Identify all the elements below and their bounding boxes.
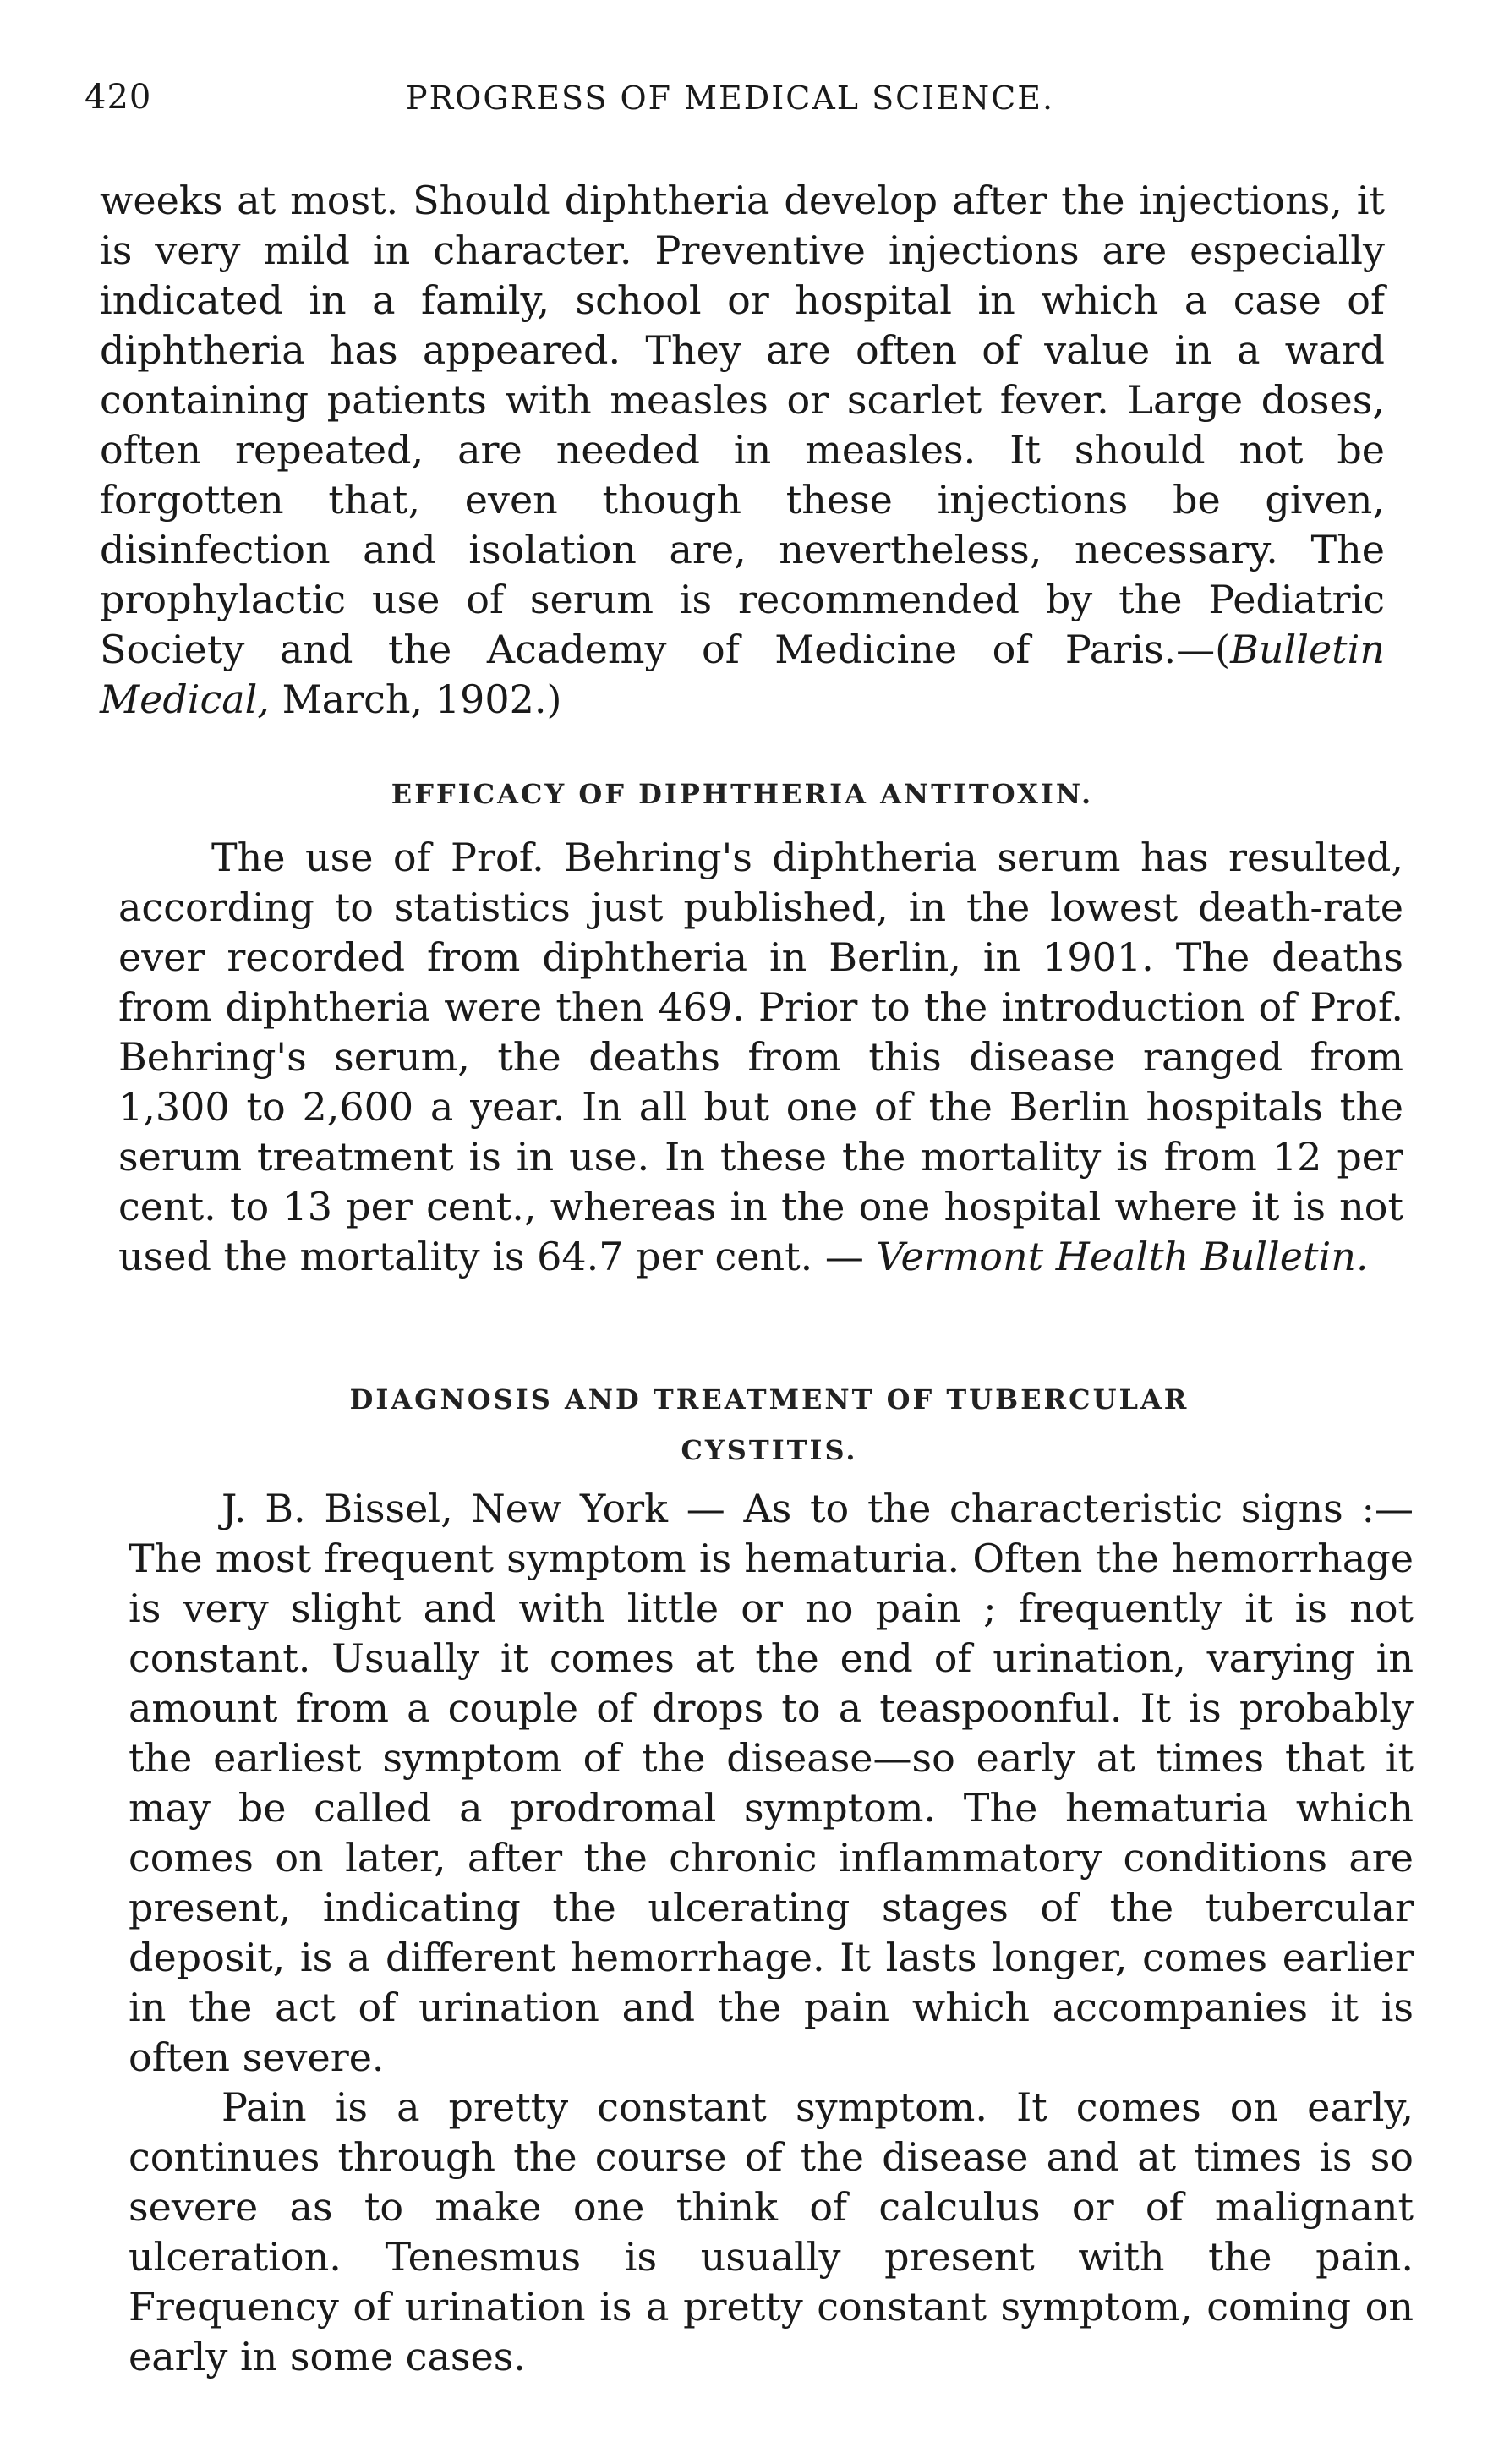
cystitis-paragraph-1: J. B. Bissel, New York — As to the characteristic signs :—The most frequent symptom is hematuria. Often the hemorrhage is very slight and with little or no pain ; frequently it is not constant. Usually it comes at the end of urination, varying in amount from a couple of drops to a teaspoonful. It is probably the earliest symptom of the disease—so early at times that it may be called a prodromal symptom. The hematuria which comes on later, after the chronic inflammatory conditions are present, indicating the ulcerating stages of the tubercular deposit, is a different hemorrhage. It lasts longer, comes earlier in the act of urination and the pain which accompanies it is often severe. (129, 1486, 1414, 2080)
running-title: PROGRESS OF MEDICAL SCIENCE. (406, 79, 1055, 117)
section-heading-cystitis (169, 1374, 1370, 1476)
citation-open: ( (1215, 627, 1231, 672)
cystitis-paragraph-2: Pain is a pretty constant symptom. It comes on early, continues through the course of the disease and at times is so severe as to make one think of calculus or of malignant ulceration. Tenesmus is usually present with the pain. Frequency of urination is a pretty constant symptom, coming on early in some cases. (129, 2084, 1414, 2379)
citation-source: Bulletin Medical, (100, 627, 1385, 722)
heading-text: EFFICACY OF DIPHTHERIA ANTITOXIN. (391, 778, 1094, 810)
antitoxin-citation: Vermont Health Bulletin. (876, 1234, 1369, 1279)
antitoxin-paragraph (118, 833, 1403, 1282)
antitoxin-text: The use of Prof. Behring's diphtheria serum has resulted, according to statistics just published, in the lowest death-rate ever recorded from diphtheria in Berlin, in 1901. The deaths from diphtheria were then 469. Prior to the introduction of Prof. Behring's serum, the deaths from this disease ranged from 1,300 to 2,600 a year. In all but one of the Berlin hospitals the serum treatment is in use. In these the mortality is from 12 per cent. to 13 per cent., whereas in the one hospital where it is not used the mortality is 64.7 per cent. — (118, 835, 1403, 1279)
page-number: 420 (85, 78, 152, 117)
previous-article-paragraph (100, 176, 1385, 725)
heading-line-1: DIAGNOSIS AND TREATMENT OF TUBERCULAR (349, 1383, 1190, 1415)
previous-article-text: weeks at most. Should diphtheria develop after the injections, it is very mild in character. Preventive injections are especially indicated in a family, school or hospital in which a case of diphtheria has appeared. They are often of value in a ward containing patients with measles or scarlet fever. Large doses, often repeated, are needed in measles. It should not be forgotten that, even though these injections be given, disinfection and isolation are, nevertheless, necessary. The prophylactic use of serum is recommended by the Pediatric Society and the Academy of Medicine of Paris.— (100, 178, 1385, 672)
citation-date: March, 1902.) (270, 676, 562, 722)
previous-article-continuation (100, 176, 1385, 725)
cystitis-article (129, 1484, 1414, 2382)
running-head (85, 78, 1454, 129)
heading-line-2: CYSTITIS. (681, 1434, 858, 1466)
antitoxin-article (118, 833, 1403, 1282)
section-heading-antitoxin (100, 778, 1385, 810)
